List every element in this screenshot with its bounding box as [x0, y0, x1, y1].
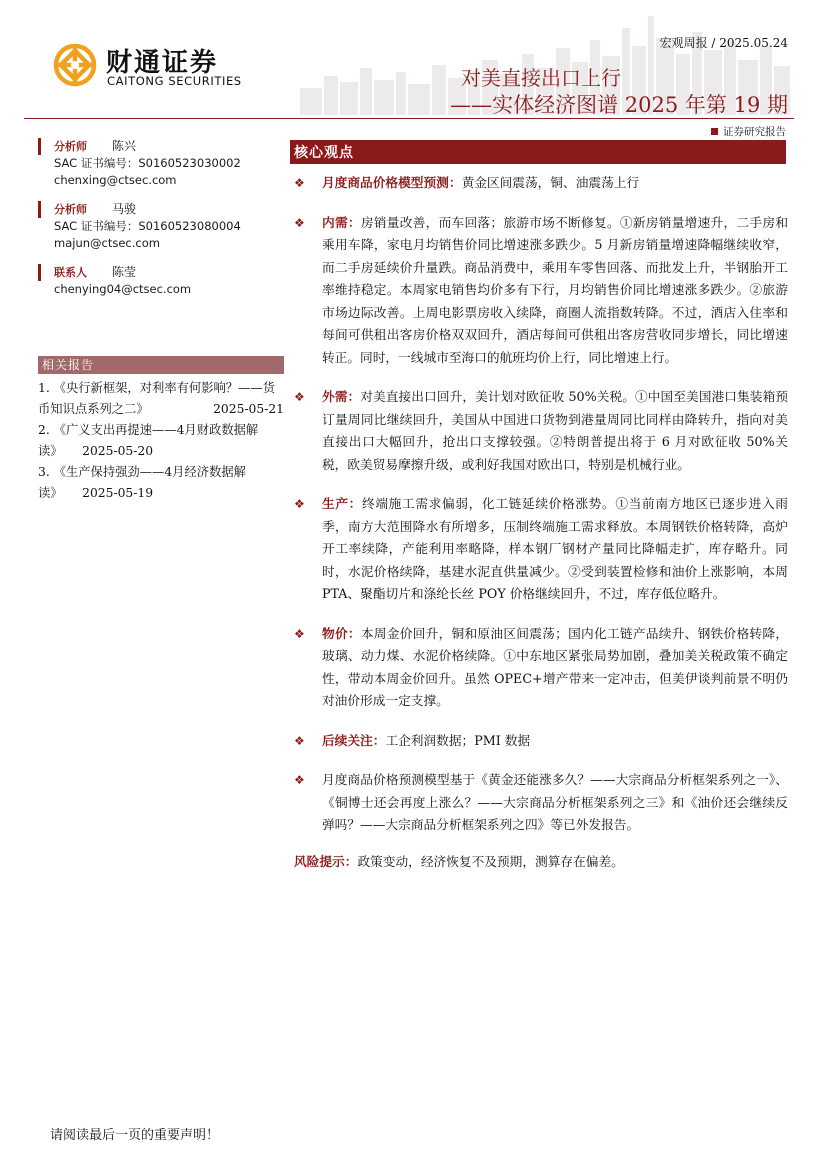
contact-card — [38, 264, 284, 298]
core-point — [294, 769, 788, 837]
related-report-item[interactable] — [38, 462, 284, 504]
contact-role: 联系人 — [54, 266, 87, 279]
point-text: 月度商品价格预测模型基于《黄金还能涨多久？——大宗商品分析框架系列之一》、《铜博士还会再度上涨么？——大宗商品分析框架系列之三》和《油价还会继续反弹吗？——大宗商品分析框架系列之四》等已外发报告。 — [322, 772, 788, 832]
diamond-bullet-icon: ❖ — [294, 733, 305, 748]
related-report-title: 1. 《央行新框架，对利率有何影响？——货币知识点系列之二》 — [38, 381, 275, 416]
core-views-header — [290, 140, 786, 164]
core-point — [294, 493, 788, 606]
report-date: / 2025.05.24 — [711, 36, 788, 50]
core-point — [294, 386, 788, 476]
point-text: 房销量改善，而车回落；旅游市场不断修复。①新房销量增速升，二手房和乘用车降，家电月均销售价同比增速涨多跌少。5 月新房销量增速降幅继续收窄，而二手房延续价升量跌。商品消费中，乘用车零售回落、而批发上升，半钢胎开工率维持稳定。本周家电销售均价多有下行，月均销售价同比增速涨多跌少。②旅游市场边际改善。上周电影票房收入续降，商圈人流指数转降。不过，酒店入住率和每间可供租出客房价格双双回升，酒店每间可供租出客房营收同步增长，同比增速转正。同时，一线城市至海口的航班均价上行，同比增速上行。 — [322, 214, 789, 365]
company-logo — [50, 40, 260, 92]
related-reports-title: 相关报告 — [38, 356, 284, 374]
contact-email[interactable]: chenying04@ctsec.com — [54, 282, 192, 296]
point-text: 对美直接出口回升，美计划对欧征收 50%关税。①中国至美国港口集装箱预订量周同比继续回升，美国从中国进口货物到港量周同比同样由降转升，指向对美直接出口大幅回升，抢出口支撑较强。②特朗普提出将于 6 月对欧征收 50%关税，欧美贸易摩擦升级，或利好我国对欧出口，特别是机械行业。 — [322, 389, 789, 472]
related-report-item[interactable] — [38, 420, 284, 462]
related-report-title: 3. 《生产保持强劲——4月经济数据解读》 — [38, 465, 246, 500]
analyst-role: 分析师 — [54, 203, 87, 216]
diamond-bullet-icon: ❖ — [294, 626, 305, 641]
point-lead: 内需： — [322, 214, 361, 230]
diamond-bullet-icon: ❖ — [294, 176, 305, 190]
diamond-bullet-icon: ❖ — [294, 390, 305, 404]
risk-warning — [294, 851, 788, 873]
diamond-bullet-icon: ❖ — [294, 497, 305, 511]
report-header — [0, 0, 826, 138]
analyst-card — [38, 138, 284, 189]
logo-english-text: CAITONG SECURITIES — [107, 74, 242, 88]
core-views-body — [294, 172, 788, 873]
related-report-item[interactable] — [38, 378, 284, 420]
contact-name: 陈莹 — [112, 265, 137, 279]
related-reports-list — [38, 378, 284, 504]
analyst-role: 分析师 — [54, 140, 87, 153]
analyst-name: 陈兴 — [112, 139, 137, 153]
point-lead: 后续关注： — [322, 732, 386, 748]
point-lead: 物价： — [322, 625, 361, 641]
risk-text: 政策变动，经济恢复不及预期，测算存在偏差。 — [357, 853, 624, 869]
report-meta — [660, 34, 788, 51]
analyst-cert: SAC 证书编号：S0160523030002 — [54, 156, 241, 170]
point-lead: 生产： — [322, 496, 362, 511]
point-lead: 月度商品价格模型预测： — [322, 175, 462, 190]
point-text: 终端施工需求偏弱，化工链延续价格涨势。①当前南方地区已逐步进入雨季，南方大范围降水有所增多，压制终端施工需求释放。本周钢铁价格转降，高炉开工率续降，产能利用率略降，样本钢厂钢材产量同比降幅走扩，库存略升。同时，水泥价格续降，基建水泥直供量减少。②受到装置检修和油价上涨影响，本周 PTA、聚酯切片和涤纶长丝 POY 价格继续回升，不过，库存低位略升。 — [322, 496, 788, 601]
related-report-date: 2025-05-19 — [82, 486, 154, 500]
analyst-name: 马骏 — [112, 202, 137, 216]
analyst-cert: SAC 证书编号：S0160523080004 — [54, 219, 241, 233]
point-lead: 外需： — [322, 389, 361, 404]
core-views-title: 核心观点 — [294, 145, 354, 161]
related-report-date: 2025-05-20 — [82, 444, 154, 458]
related-reports — [38, 356, 284, 504]
report-category-label: 证券研究报告 — [723, 126, 786, 138]
analyst-email[interactable]: chenxing@ctsec.com — [54, 173, 177, 187]
diamond-bullet-icon: ❖ — [294, 215, 305, 230]
report-subtitle: ——实体经济图谱 2025 年第 19 期 — [450, 93, 788, 117]
analyst-email[interactable]: majun@ctsec.com — [54, 236, 160, 250]
point-text: 本周金价回升，铜和原油区间震荡；国内化工链产品续升、钢铁价格转降，玻璃、动力煤、水泥价格续降。①中东地区紧张局势加剧，叠加美关税政策不确定性，带动本周金价回升。虽然 OPEC+增产带来一定冲击，但美伊谈判前景不明仍对油价形成一定支撑。 — [322, 625, 789, 708]
risk-lead: 风险提示： — [294, 853, 358, 869]
square-icon — [711, 128, 718, 135]
analyst-card — [38, 201, 284, 252]
logo-chinese-text: 财通证券 — [106, 48, 219, 78]
report-title: 对美直接出口上行 — [461, 66, 621, 90]
point-text: 黄金区间震荡，铜、油震荡上行 — [461, 175, 640, 190]
core-point — [294, 623, 788, 713]
analyst-panel — [38, 138, 284, 310]
related-report-date: 2025-05-21 — [213, 402, 284, 416]
header-divider — [24, 118, 794, 119]
report-category-tag — [711, 124, 786, 139]
point-text: 工企利润数据；PMI 数据 — [385, 732, 531, 748]
core-point — [294, 212, 788, 370]
related-report-title: 2. 《广义支出再提速——4月财政数据解读》 — [38, 423, 259, 458]
diamond-bullet-icon: ❖ — [294, 773, 305, 787]
core-point — [294, 172, 788, 195]
footer-disclaimer: 请阅读最后一页的重要声明！ — [50, 1128, 220, 1143]
core-point — [294, 730, 788, 753]
logo-mark-icon — [50, 40, 100, 90]
report-type: 宏观周报 — [659, 36, 708, 50]
